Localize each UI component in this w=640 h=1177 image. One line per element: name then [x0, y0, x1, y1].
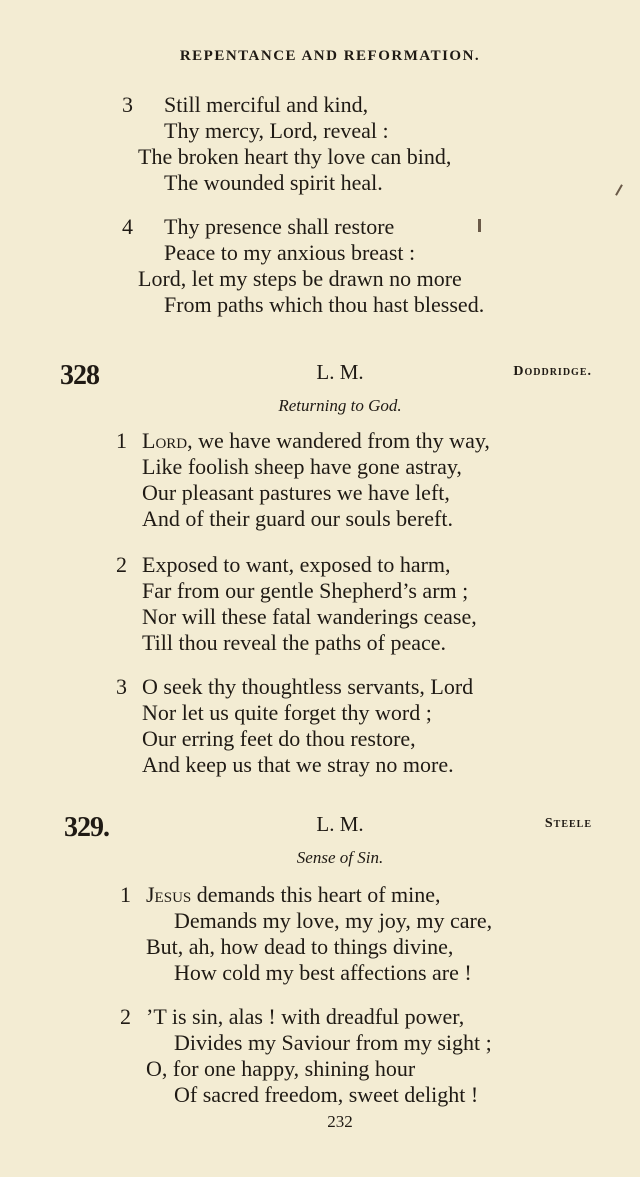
verse-line: Our pleasant pastures we have left,	[142, 480, 450, 505]
verse-line: Lord, let my steps be drawn no more	[138, 266, 462, 291]
hymn-meter: L. M.	[316, 360, 364, 384]
verse-line: Peace to my anxious breast :	[164, 240, 416, 265]
verse-line	[142, 428, 490, 454]
verse-line: Thy mercy, Lord, reveal :	[164, 118, 389, 143]
verse-line: Far from our gentle Shepherd’s arm ;	[142, 578, 469, 603]
hymn-meter: L. M.	[316, 812, 364, 836]
hymn-329-heading	[0, 812, 640, 842]
verse-number: 4	[122, 214, 133, 239]
verse-line: Of sacred freedom, sweet delight !	[174, 1082, 479, 1107]
verse-number: 3	[122, 92, 133, 117]
hymn-author: Doddridge.	[513, 364, 592, 379]
verse-number: 3	[116, 674, 127, 699]
hymn-title: Sense of Sin.	[296, 848, 384, 867]
verse-line: Divides my Saviour from my sight ;	[174, 1030, 492, 1055]
verse-line: Nor will these fatal wanderings cease,	[142, 604, 477, 629]
hymn-number: 328	[60, 360, 99, 391]
hymn-328-heading	[0, 360, 640, 390]
verse-number: 2	[116, 552, 127, 577]
verse-line: Demands my love, my joy, my care,	[174, 908, 493, 933]
verse-line: O seek thy thoughtless servants, Lord	[142, 674, 474, 699]
print-mark	[615, 184, 623, 195]
verse-first-word: Lord	[142, 428, 188, 453]
verse-line-rest: , we have wandered from thy way,	[187, 428, 490, 453]
verse-first-word: Jesus	[146, 882, 192, 907]
verse-line: And keep us that we stray no more.	[142, 752, 454, 777]
verse-line: Thy presence shall restore	[164, 214, 395, 239]
print-mark	[478, 219, 481, 232]
page-number: 232	[327, 1112, 353, 1131]
verse-line: The broken heart thy love can bind,	[138, 144, 452, 169]
verse-line: Like foolish sheep have gone astray,	[142, 454, 462, 479]
verse-line: ’T is sin, alas ! with dreadful power,	[146, 1004, 465, 1029]
hymn-number: 329.	[64, 812, 109, 843]
verse-line: Still merciful and kind,	[164, 92, 369, 117]
verse-number: 2	[120, 1004, 131, 1029]
verse-line: Exposed to want, exposed to harm,	[142, 552, 451, 577]
verse-line: And of their guard our souls bereft.	[142, 506, 453, 531]
verse-line: Till thou reveal the paths of peace.	[142, 630, 447, 655]
verse-line: From paths which thou hast blessed.	[164, 292, 485, 317]
verse-line: How cold my best affections are !	[174, 960, 472, 985]
hymn-title: Returning to God.	[278, 396, 402, 415]
verse-number: 1	[116, 428, 127, 453]
verse-number: 1	[120, 882, 131, 907]
verse-line	[146, 882, 441, 908]
verse-line-rest: demands this heart of mine,	[191, 882, 441, 907]
running-head: REPENTANCE AND REFORMATION.	[179, 48, 481, 64]
verse-line: But, ah, how dead to things divine,	[146, 934, 454, 959]
verse-line: O, for one happy, shining hour	[146, 1056, 416, 1081]
verse-line: Our erring feet do thou restore,	[142, 726, 416, 751]
verse-line: Nor let us quite forget thy word ;	[142, 700, 432, 725]
hymn-author: Steele	[544, 816, 592, 831]
verse-line: The wounded spirit heal.	[164, 170, 383, 195]
